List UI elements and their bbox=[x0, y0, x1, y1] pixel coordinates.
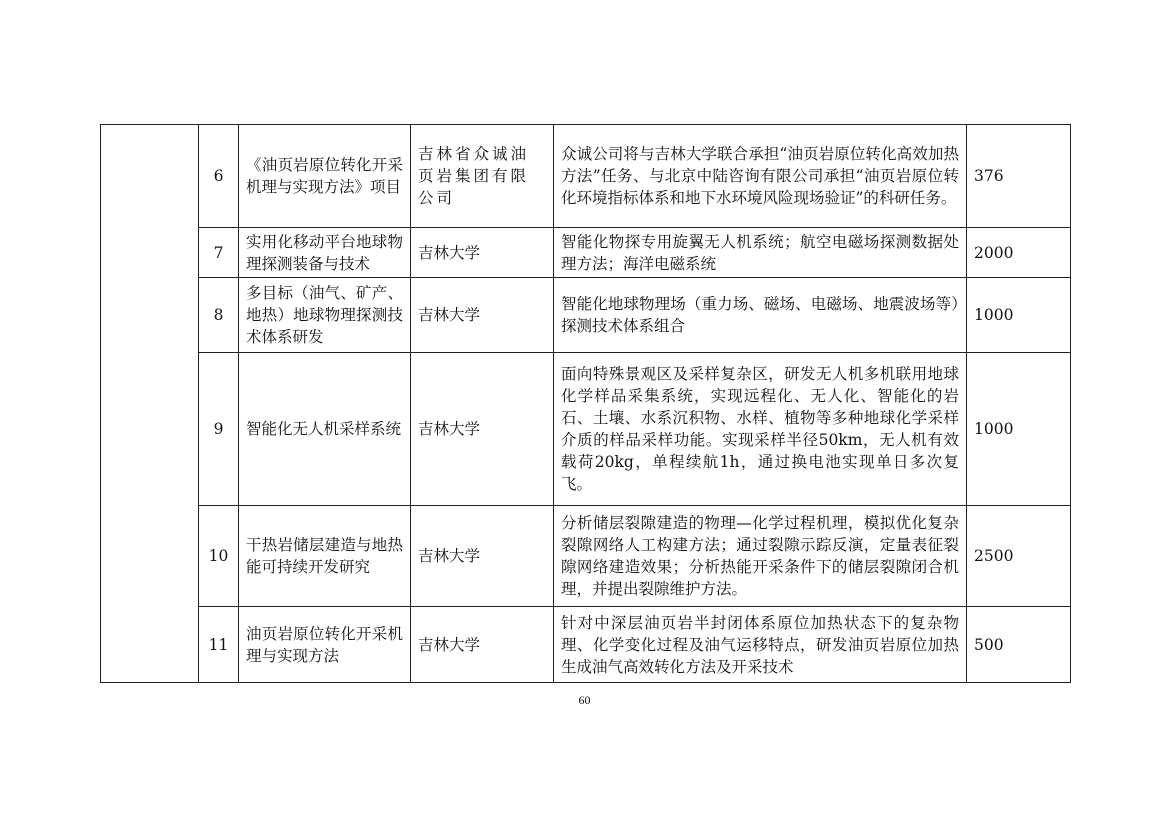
project-content: 智能化物探专用旋翼无人机系统；航空电磁场探测数据处理方法；海洋电磁系统 bbox=[554, 228, 967, 278]
table-row bbox=[101, 278, 1071, 353]
row-number: 8 bbox=[199, 278, 239, 353]
organization: 吉林省众诚油页岩集团有限公司 bbox=[411, 125, 554, 228]
page-number: 60 bbox=[578, 693, 591, 707]
project-name: 多目标（油气、矿产、地热）地球物理探测技术体系研发 bbox=[239, 278, 411, 353]
row-number: 6 bbox=[199, 125, 239, 228]
project-name: 油页岩原位转化开采机理与实现方法 bbox=[239, 607, 411, 683]
funding-amount: 1000 bbox=[967, 278, 1071, 353]
project-table bbox=[100, 124, 1071, 683]
table-row bbox=[101, 228, 1071, 278]
funding-amount: 2500 bbox=[967, 506, 1071, 607]
funding-amount: 376 bbox=[967, 125, 1071, 228]
merged-category-cell bbox=[101, 125, 199, 683]
organization: 吉林大学 bbox=[411, 607, 554, 683]
organization: 吉林大学 bbox=[411, 228, 554, 278]
project-name: 智能化无人机采样系统 bbox=[239, 353, 411, 506]
project-name: 实用化移动平台地球物理探测装备与技术 bbox=[239, 228, 411, 278]
project-content: 众诚公司将与吉林大学联合承担“油页岩原位转化高效加热方法”任务、与北京中陆咨询有限公司承担“油页岩原位转化环境指标体系和地下水环境风险现场验证”的科研任务。 bbox=[554, 125, 967, 228]
row-number: 7 bbox=[199, 228, 239, 278]
row-number: 9 bbox=[199, 353, 239, 506]
project-name: 干热岩储层建造与地热能可持续开发研究 bbox=[239, 506, 411, 607]
organization: 吉林大学 bbox=[411, 278, 554, 353]
project-content: 针对中深层油页岩半封闭体系原位加热状态下的复杂物理、化学变化过程及油气运移特点，研发油页岩原位加热生成油气高效转化方法及开采技术 bbox=[554, 607, 967, 683]
table-row bbox=[101, 353, 1071, 506]
table-row bbox=[101, 125, 1071, 228]
organization: 吉林大学 bbox=[411, 506, 554, 607]
funding-amount: 500 bbox=[967, 607, 1071, 683]
project-content: 分析储层裂隙建造的物理—化学过程机理，模拟优化复杂裂隙网络人工构建方法；通过裂隙示踪反演，定量表征裂隙网络建造效果；分析热能开采条件下的储层裂隙闭合机理，并提出裂隙维护方法。 bbox=[554, 506, 967, 607]
organization: 吉林大学 bbox=[411, 353, 554, 506]
table-row bbox=[101, 607, 1071, 683]
row-number: 11 bbox=[199, 607, 239, 683]
funding-amount: 1000 bbox=[967, 353, 1071, 506]
table-row bbox=[101, 506, 1071, 607]
row-number: 10 bbox=[199, 506, 239, 607]
project-content: 面向特殊景观区及采样复杂区，研发无人机多机联用地球化学样品采集系统，实现远程化、无人化、智能化的岩石、土壤、水系沉积物、水样、植物等多种地球化学采样介质的样品采样功能。实现采样半径50km，无人机有效载荷20kg，单程续航1h，通过换电池实现单日多次复飞。 bbox=[554, 353, 967, 506]
project-content: 智能化地球物理场（重力场、磁场、电磁场、地震波场等）探测技术体系组合 bbox=[554, 278, 967, 353]
funding-amount: 2000 bbox=[967, 228, 1071, 278]
project-name: 《油页岩原位转化开采机理与实现方法》项目 bbox=[239, 125, 411, 228]
